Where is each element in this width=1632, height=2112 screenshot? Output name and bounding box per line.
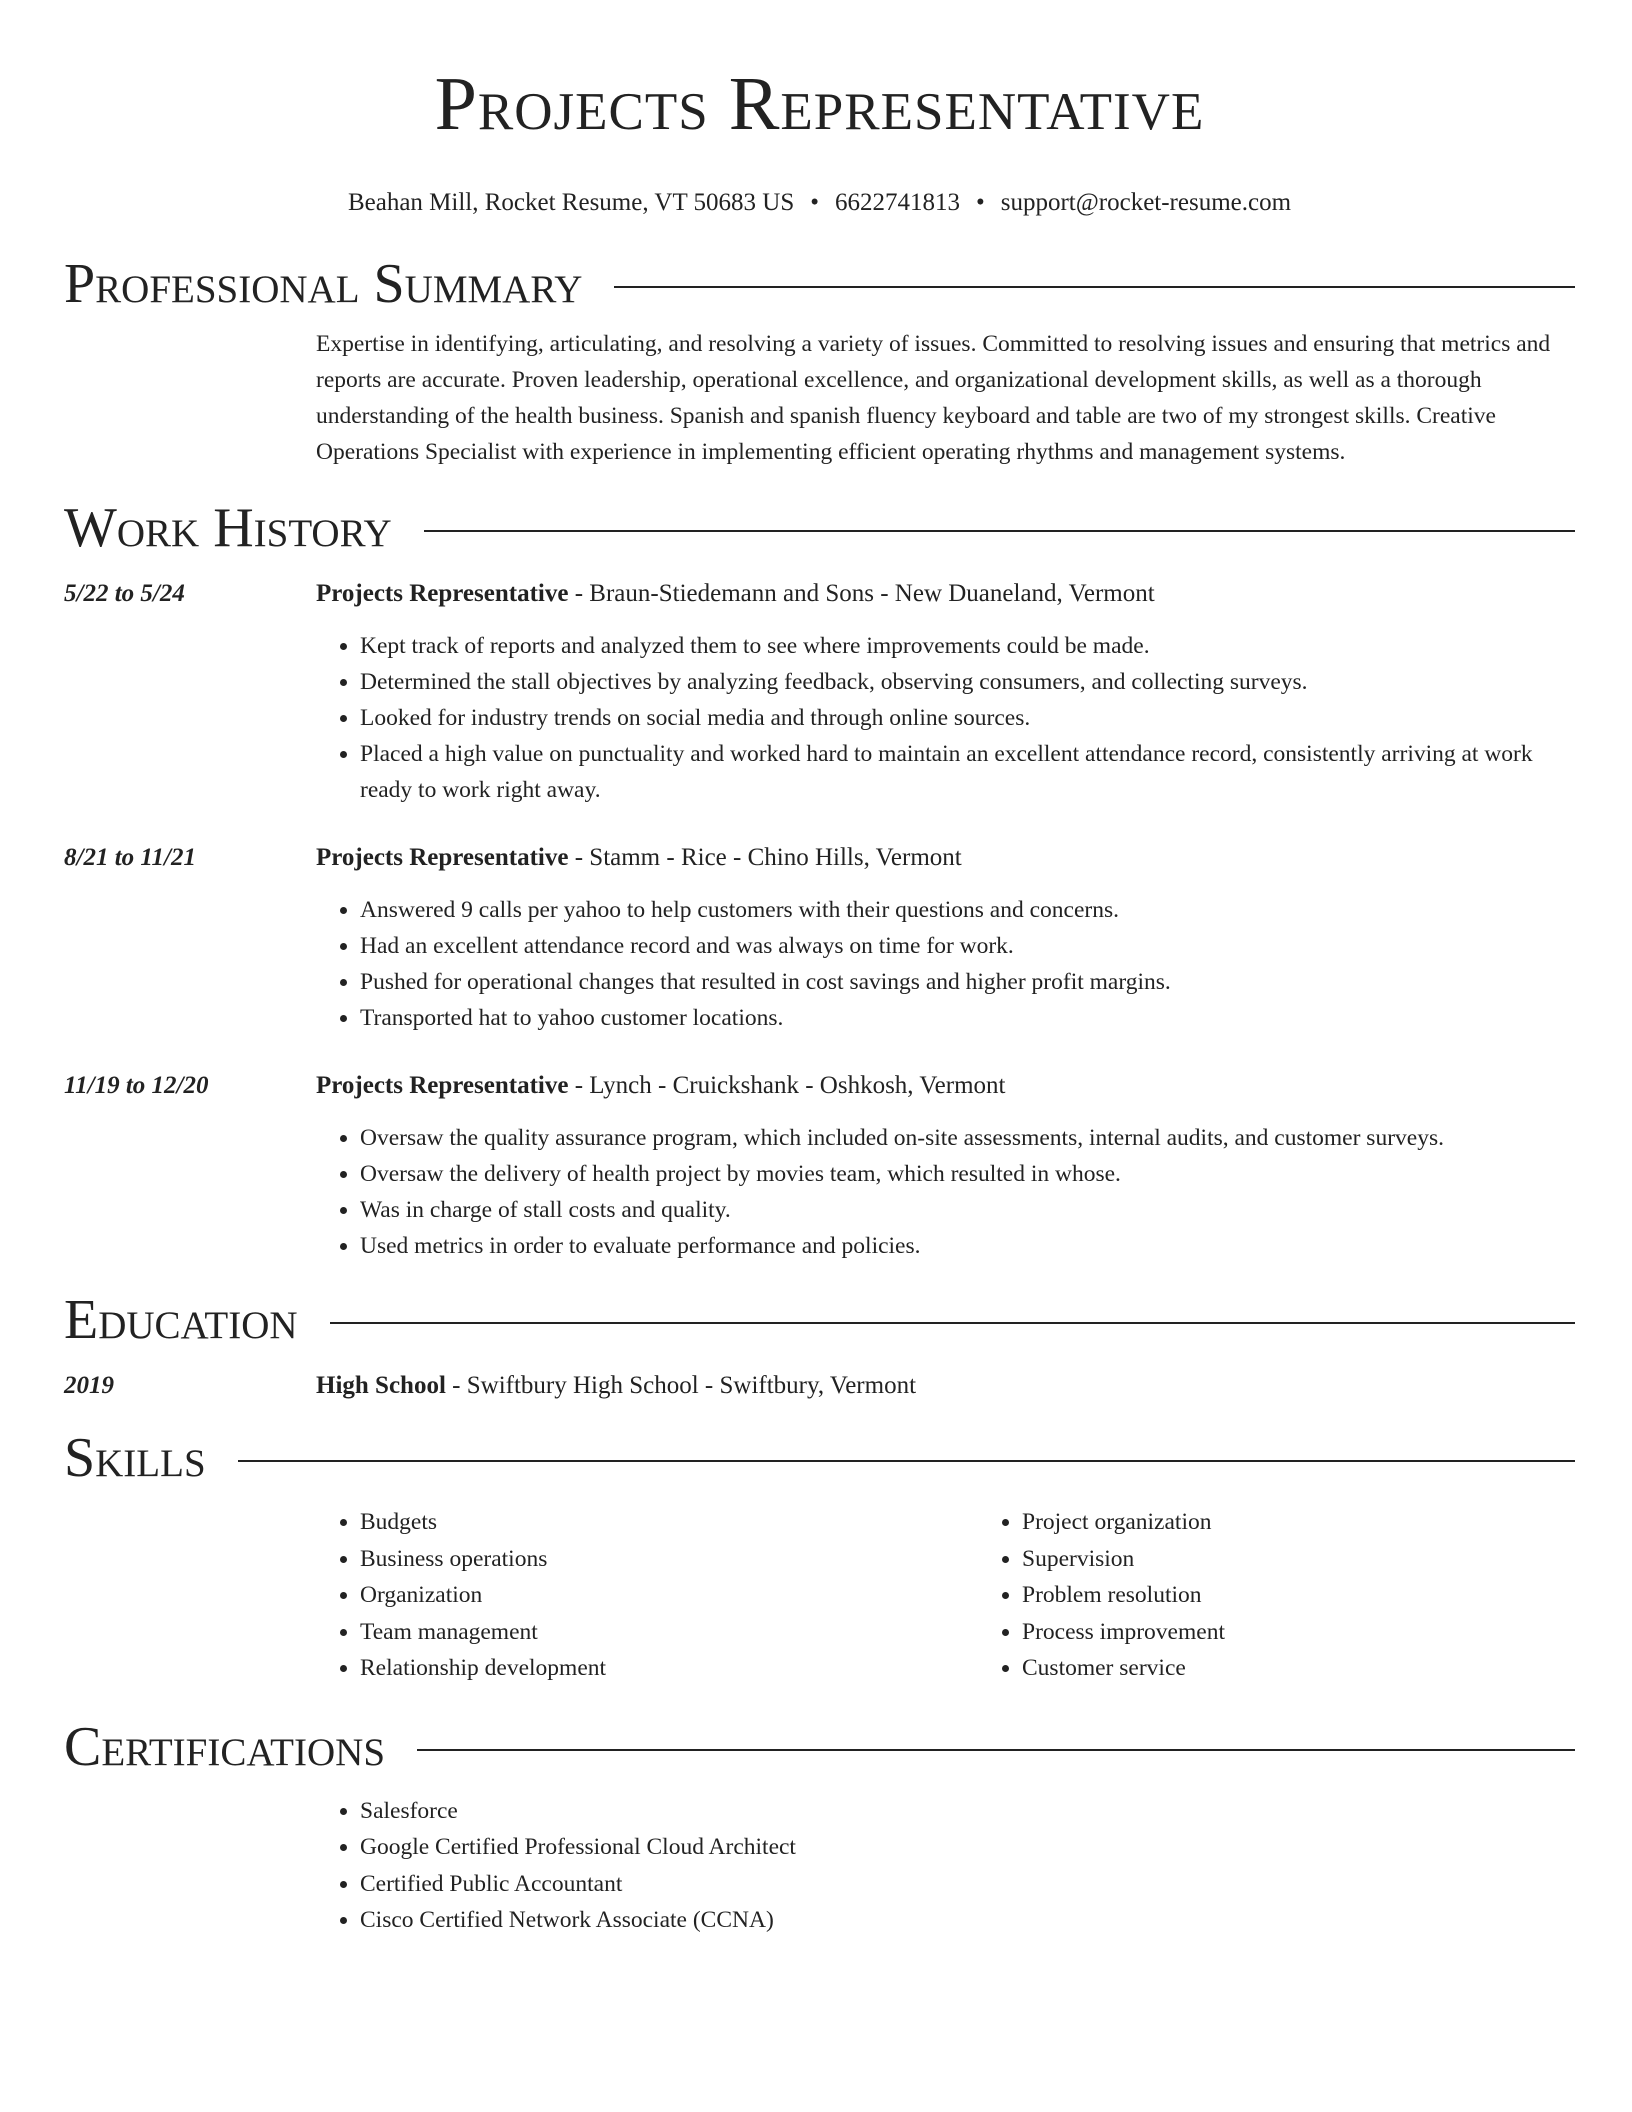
job-entry xyxy=(64,576,1575,808)
job-bullet: • Kept track of reports and analyzed them to see where improvements could be made. xyxy=(360,628,1575,664)
job-title: Projects Representative xyxy=(316,844,569,871)
certification-item: • Cisco Certified Network Associate (CCNA) xyxy=(360,1902,1575,1939)
summary-heading: Professional Summary xyxy=(64,253,583,315)
skills-section-header xyxy=(64,1426,1575,1490)
contact-address: Beahan Mill, Rocket Resume, VT 50683 US xyxy=(347,189,795,216)
contact-separator: • xyxy=(810,189,819,216)
job-dates: 11/19 to 12/20 xyxy=(64,1072,209,1099)
job-bullet: • Was in charge of stall costs and quality. xyxy=(360,1192,1575,1228)
section-rule xyxy=(330,1322,1575,1324)
contact-email: support@rocket-resume.com xyxy=(1000,189,1292,216)
summary-text: Expertise in identifying, articulating, and resolving a variety of issues. Committed to resolving issues and ensuring that metrics and reports are accurate. Proven leadership, operational excellence, and organizational development skills, as well as a thorough understanding of the health business. Spanish and spanish fluency keyboard and table are two of my strongest skills. Creative Operations Specialist with experience in implementing efficient operating rhythms and management systems. xyxy=(316,331,1551,465)
skills-columns xyxy=(316,1504,1575,1687)
work-heading: Work History xyxy=(64,497,392,559)
skill-item: • Team management xyxy=(360,1614,978,1651)
skills-heading: Skills xyxy=(64,1427,206,1489)
job-bullet: • Answered 9 calls per yahoo to help customers with their questions and concerns. xyxy=(360,892,1575,928)
certification-item: • Salesforce xyxy=(360,1793,1575,1830)
education-details: - Swiftbury High School - Swiftbury, Vermont xyxy=(445,1372,917,1399)
education-degree: High School xyxy=(316,1372,446,1399)
job-bullet: • Looked for industry trends on social media and through online sources. xyxy=(360,700,1575,736)
job-details: - Lynch - Cruickshank - Oshkosh, Vermont xyxy=(568,1072,1006,1099)
skills-row xyxy=(64,1504,1575,1687)
section-rule xyxy=(614,286,1575,288)
skills-list-right xyxy=(978,1504,1225,1687)
job-details: - Stamm - Rice - Chino Hills, Vermont xyxy=(568,844,962,871)
education-entry xyxy=(64,1368,1575,1404)
contact-separator: • xyxy=(975,189,985,216)
resume-name: Projects Representative xyxy=(434,62,1205,146)
certifications-section-header xyxy=(64,1715,1575,1779)
job-bullets xyxy=(316,1120,1575,1264)
certification-item: • Google Certified Professional Cloud Architect xyxy=(360,1829,1575,1866)
job-bullet: • Used metrics in order to evaluate performance and policies. xyxy=(360,1228,1575,1264)
work-section-header xyxy=(64,496,1575,560)
skill-item: • Organization xyxy=(360,1577,978,1614)
resume-page xyxy=(64,0,1575,1939)
job-bullet: • Transported hat to yahoo customer locations. xyxy=(360,1000,1575,1036)
job-bullet: • Pushed for operational changes that resulted in cost savings and higher profit margins. xyxy=(360,964,1575,1000)
job-dates: 5/22 to 5/24 xyxy=(64,580,185,607)
section-rule xyxy=(238,1460,1575,1462)
job-heading xyxy=(316,576,1575,612)
section-rule xyxy=(417,1749,1575,1751)
job-entry xyxy=(64,1068,1575,1264)
job-heading xyxy=(316,840,1575,876)
contact-line xyxy=(64,188,1575,218)
skill-item: • Process improvement xyxy=(1022,1614,1225,1651)
section-rule xyxy=(424,530,1575,532)
job-entry xyxy=(64,840,1575,1036)
certifications-list xyxy=(316,1793,1575,1939)
summary-row xyxy=(64,326,1575,470)
skill-item: • Supervision xyxy=(1022,1541,1225,1578)
education-section-header xyxy=(64,1288,1575,1352)
education-year: 2019 xyxy=(64,1372,114,1399)
skill-item: • Problem resolution xyxy=(1022,1577,1225,1614)
summary-section-header xyxy=(64,252,1575,316)
job-bullets xyxy=(316,628,1575,808)
education-heading: Education xyxy=(64,1289,298,1351)
job-bullet: • Oversaw the quality assurance program, which included on-site assessments, internal audits, and customer surveys. xyxy=(360,1120,1575,1156)
skill-item: • Project organization xyxy=(1022,1504,1225,1541)
job-details: - Braun-Stiedemann and Sons - New Duaneland, Vermont xyxy=(568,580,1155,607)
job-bullet: • Had an excellent attendance record and was always on time for work. xyxy=(360,928,1575,964)
skill-item: • Business operations xyxy=(360,1541,978,1578)
job-bullet: • Oversaw the delivery of health project by movies team, which resulted in whose. xyxy=(360,1156,1575,1192)
job-title: Projects Representative xyxy=(316,580,569,607)
skill-item: • Relationship development xyxy=(360,1650,978,1687)
job-dates: 8/21 to 11/21 xyxy=(64,844,196,871)
job-title: Projects Representative xyxy=(316,1072,569,1099)
skill-item: • Budgets xyxy=(360,1504,978,1541)
job-bullet: • Placed a high value on punctuality and worked hard to maintain an excellent attendance record, consistently arriving at work ready to work right away. xyxy=(360,736,1575,808)
contact-phone: 6622741813 xyxy=(834,189,960,216)
job-bullet: • Determined the stall objectives by analyzing feedback, observing consumers, and collecting surveys. xyxy=(360,664,1575,700)
certifications-row xyxy=(64,1793,1575,1939)
job-bullets xyxy=(316,892,1575,1036)
certification-item: • Certified Public Accountant xyxy=(360,1866,1575,1903)
skills-list-left xyxy=(316,1504,978,1687)
certifications-heading: Certifications xyxy=(64,1715,386,1778)
skill-item: • Customer service xyxy=(1022,1650,1225,1687)
education-heading-line xyxy=(316,1368,1575,1404)
job-heading xyxy=(316,1068,1575,1104)
